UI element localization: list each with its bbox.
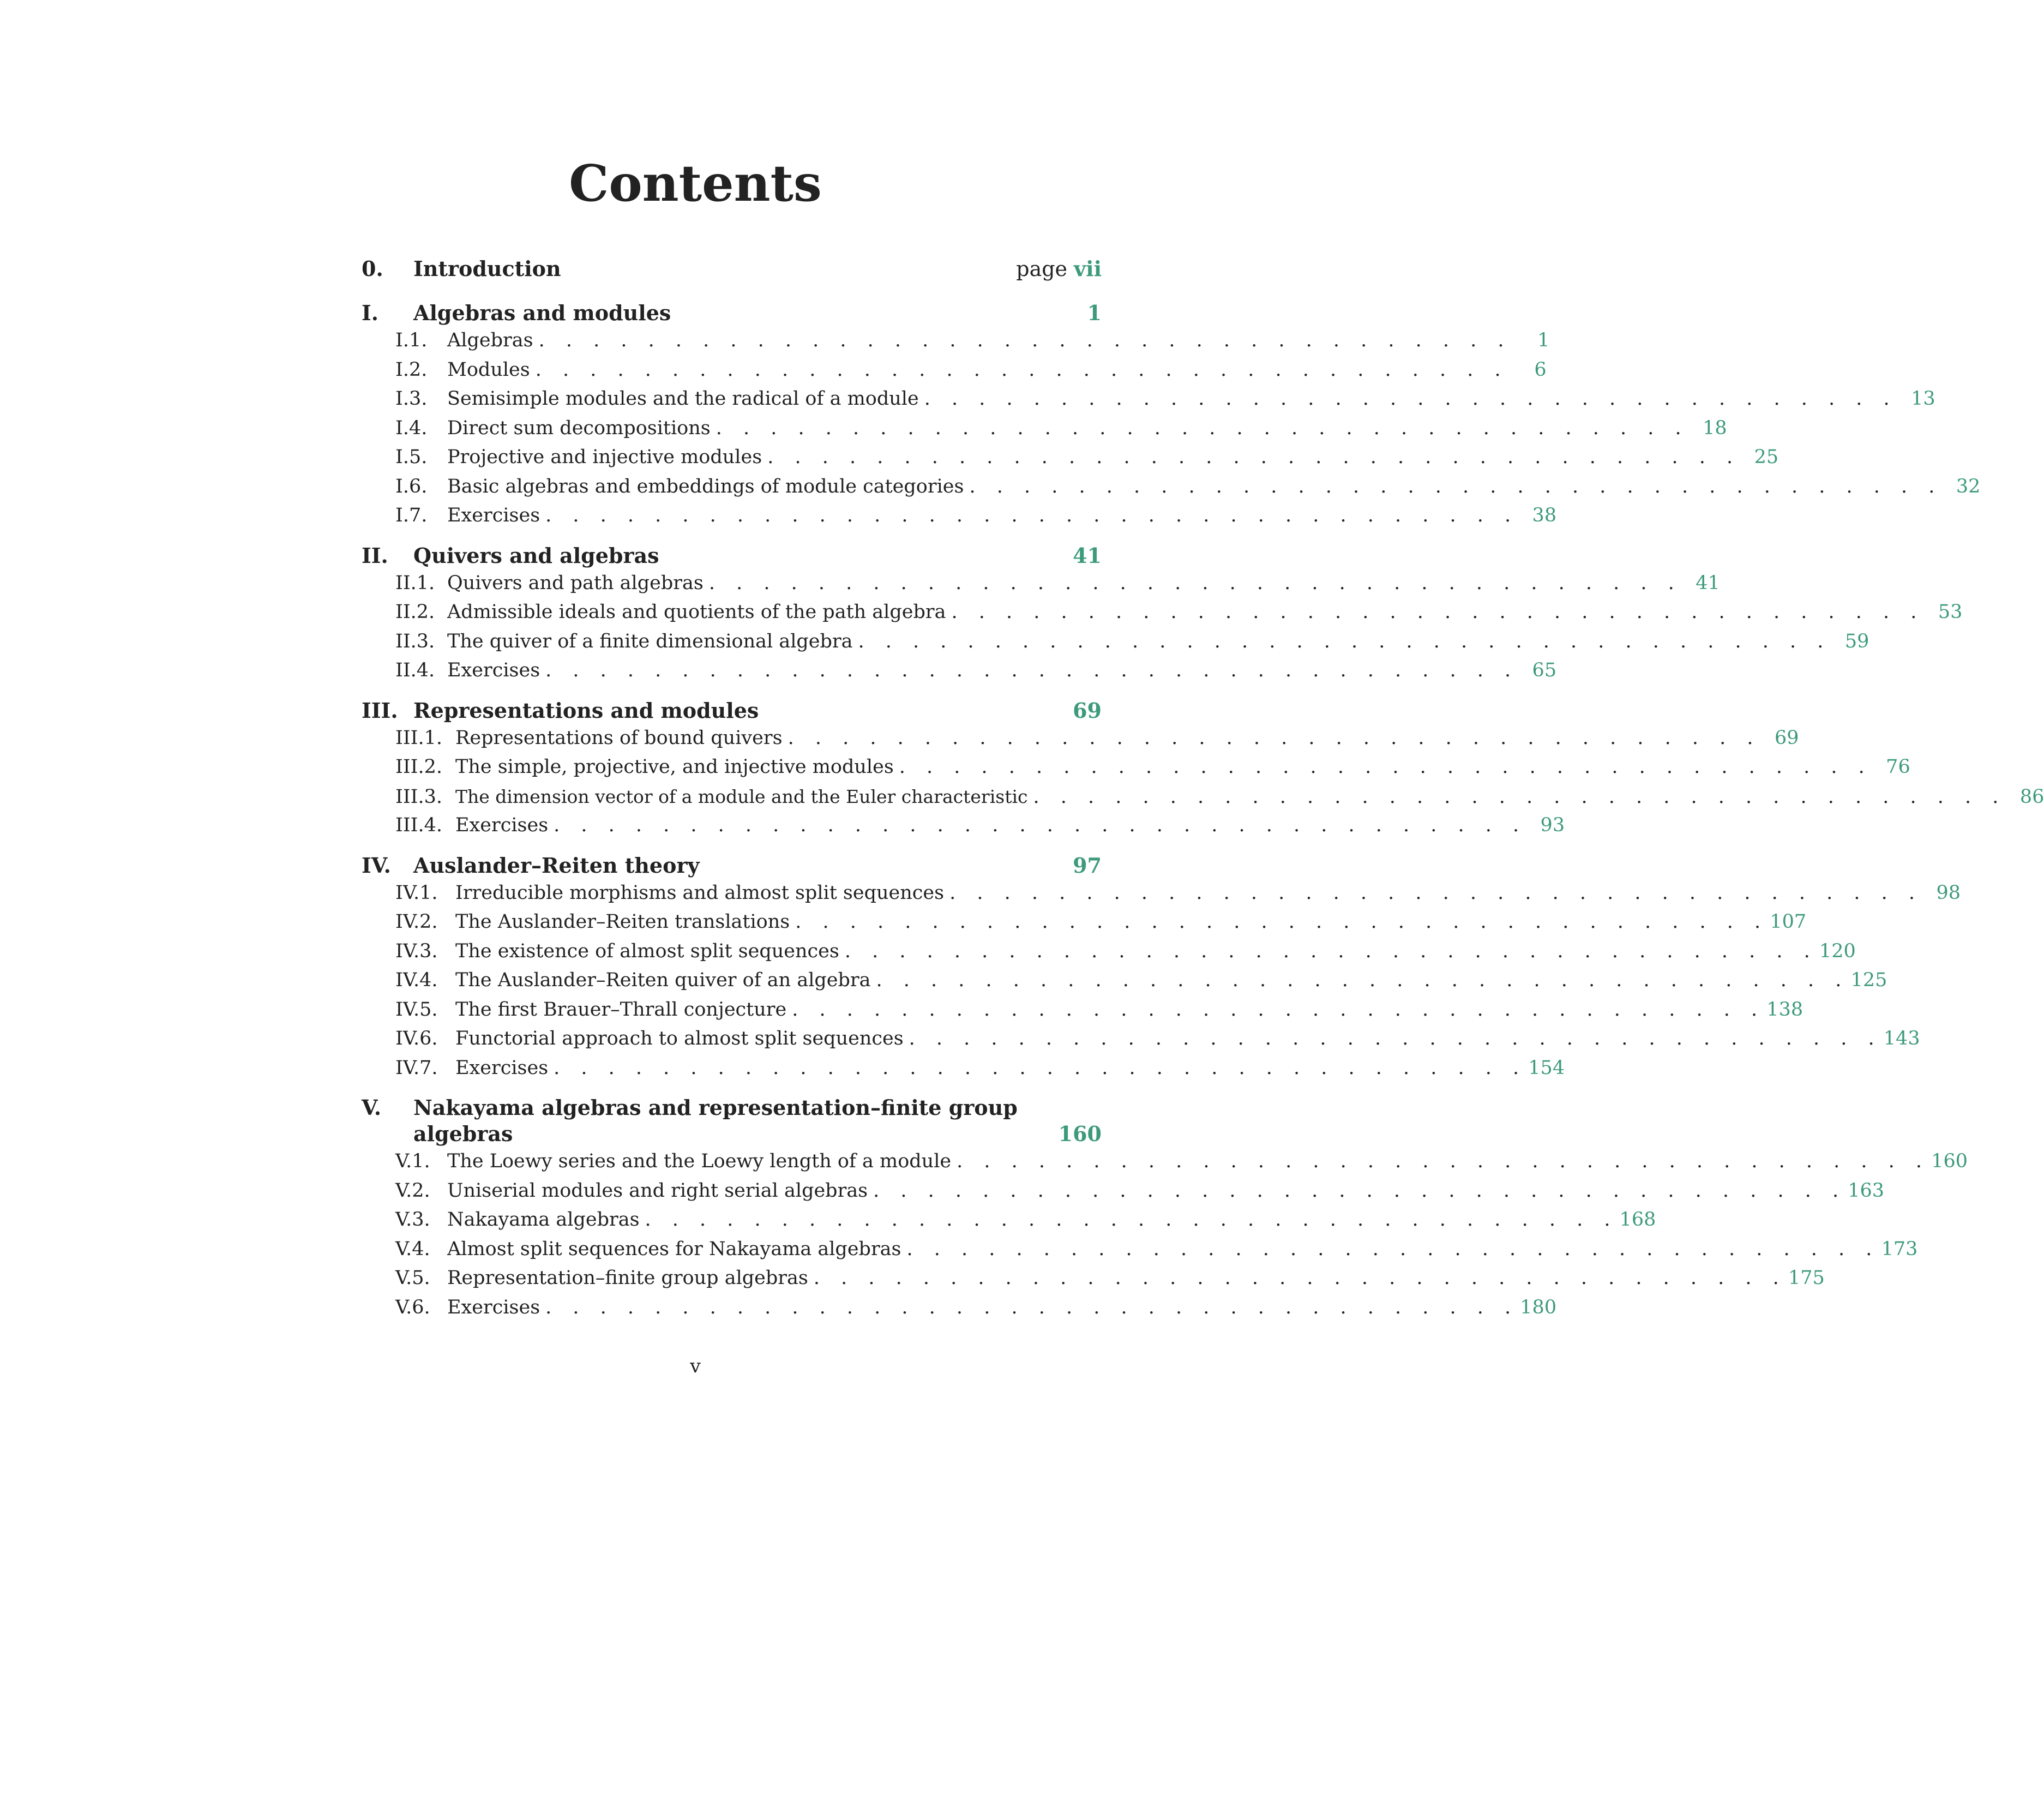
section-title: Quivers and path algebras [447,572,704,594]
page-number: v [690,1355,701,1377]
section-number: V.2. [395,1179,430,1202]
section-number: IV.1. [395,881,438,904]
dot-leader: . . . . . . . . . . . . . . . . . . . . . . . . . . . . . . . . . . . . [545,659,1519,681]
dot-leader: . . . . . . . . . . . . . . . . . . . . . . . . . . . . . . . . . . . . [957,1150,1930,1172]
toc-section[interactable] [395,385,1935,414]
section-title: Admissible ideals and quotients of the path algebra [447,601,946,623]
section-number: V.4. [395,1238,430,1260]
chapter-title: Introduction [413,256,561,281]
chapter-title: Algebras and modules [413,301,671,325]
section-title: Exercises [447,505,540,526]
section-page-link[interactable]: 93 [1540,814,1565,836]
page-label: page [1016,257,1068,281]
chapter-title: Representations and modules [413,698,759,723]
toc-section[interactable] [395,414,1727,443]
chapter-title: Nakayama algebras and representation–finite group algebras [413,1095,1018,1146]
section-number: IV.5. [395,998,438,1021]
dot-leader: . . . . . . . . . . . . . . . . . . . . . . . . . . . . . . . . . . . . [645,1209,1618,1231]
section-page-link[interactable]: 76 [1886,756,1910,778]
section-number: IV.4. [395,969,438,991]
toc-section[interactable] [395,753,1910,782]
section-page-link[interactable]: 154 [1528,1057,1565,1079]
section-number: II.4. [395,659,435,681]
section-title: Functorial approach to almost split sequences [455,1028,904,1049]
section-title: Nakayama algebras [447,1209,640,1231]
section-number: III.4. [395,814,442,836]
toc-section[interactable] [395,879,1961,908]
section-title: The simple, projective, and injective modules [455,756,894,778]
toc-section[interactable] [395,782,2044,812]
toc-section[interactable] [395,1264,1825,1293]
section-title: The Loewy series and the Loewy length of a module [447,1150,952,1172]
section-page-link[interactable]: 163 [1848,1179,1885,1202]
chapter-page-link[interactable]: 97 [1073,853,1102,878]
section-title: Exercises [455,1057,549,1079]
toc-section[interactable] [395,1147,1968,1177]
toc-chapter-1 [362,300,1981,531]
toc-chapter-4 [362,853,1961,1083]
dot-leader: . . . . . . . . . . . . . . . . . . . . . . . . . . . . . . . . . . . . [924,388,1897,410]
dot-leader: . . . . . . . . . . . . . . . . . . . . . . . . . . . . . . . . . . . . [858,630,1831,652]
section-number: I.6. [395,475,428,497]
toc-section[interactable] [395,908,1807,937]
page-title: Contents [569,154,822,213]
section-page-link[interactable]: 120 [1819,940,1856,962]
dot-leader: . . . . . . . . . . . . . . . . . . . . . . . . . . . . . . . . . . . . [708,572,1682,594]
dot-leader: . . . . . . . . . . . . . . . . . . . . . . . . . . . . . . . . . . . . [844,940,1818,962]
section-title: The Auslander–Reiten translations [455,911,790,933]
dot-leader: . . . . . . . . . . . . . . . . . . . . . . . . . . . . . . . . . . . . [545,1296,1519,1318]
section-title: Almost split sequences for Nakayama algebras [447,1238,901,1260]
dot-leader: . . . . . . . . . . . . . . . . . . . . . . . . . . . . . . . . . . . . [767,446,1741,468]
section-page-link[interactable]: 6 [1534,358,1547,381]
section-number: I.1. [395,329,428,351]
section-title: The existence of almost split sequences [455,940,839,962]
toc-section[interactable] [395,356,1547,385]
dot-leader: . . . . . . . . . . . . . . . . . . . . . . . . . . . . . . . . . . . . [787,727,1761,749]
dot-leader: . . . . . . . . . . . . . . . . . . . . . . . . . . . . . . . . . . . . [554,814,1527,836]
toc-chapter-2 [362,543,1963,686]
toc-chapter-5 [362,1095,1968,1322]
section-number: IV.7. [395,1057,438,1079]
toc-section[interactable] [395,937,1856,967]
dot-leader: . . . . . . . . . . . . . . . . . . . . . . . . . . . . . . . . . . . . [873,1179,1847,1202]
section-page-link[interactable]: 138 [1766,998,1803,1021]
section-page-link[interactable]: 69 [1774,727,1799,749]
toc-section[interactable] [395,1054,1565,1083]
section-number: V.6. [395,1296,430,1318]
chapter-title: Auslander–Reiten theory [413,853,700,878]
section-number: III.1. [395,727,442,749]
section-page-link[interactable]: 168 [1619,1209,1656,1231]
section-number: II.1. [395,572,435,594]
section-page-link[interactable]: 32 [1956,475,1981,497]
dot-leader: . . . . . . . . . . . . . . . . . . . . . . . . . . . . . . . . . . . . [876,969,1849,991]
section-page-link[interactable]: 143 [1883,1028,1920,1049]
chapter-heading[interactable] [362,1095,1102,1147]
chapter-page-link[interactable]: 69 [1073,698,1102,723]
section-page-link[interactable]: 173 [1881,1238,1918,1260]
section-title: Uniserial modules and right serial algebras [447,1179,868,1202]
section-title: Exercises [455,814,549,836]
section-page-link[interactable]: 38 [1532,505,1557,526]
section-title: Exercises [447,659,540,681]
section-title: Projective and injective modules [447,446,762,468]
section-title: The quiver of a finite dimensional algebra [447,630,853,652]
dot-leader: . . . . . . . . . . . . . . . . . . . . . . . . . . . . . . . . . . . . [813,1267,1787,1289]
section-number: I.2. [395,358,428,381]
section-page-link[interactable]: 59 [1844,630,1869,652]
toc-section[interactable] [395,1024,1920,1054]
toc-section[interactable] [395,1235,1918,1264]
section-number: II.3. [395,630,435,652]
toc-section[interactable] [395,598,1963,627]
dot-leader: . . . . . . . . . . . . . . . . . . . . . . . . . . . . . . . . . . . . [969,475,1943,497]
dot-leader: . . . . . . . . . . . . . . . . . . . . . . . . . . . . . . . . . . . . [545,505,1519,526]
dot-leader: . . . . . . . . . . . . . . . . . . . . . . . . . . . . . . . . . . . . [906,1238,1880,1260]
section-page-link[interactable]: 1 [1537,329,1550,351]
section-title: Irreducible morphisms and almost split sequences [455,881,945,904]
chapter-page-link[interactable]: vii [1074,256,1102,281]
section-page-link[interactable]: 160 [1931,1150,1968,1172]
chapter-number: IV. [362,853,391,878]
toc-section[interactable] [395,724,1799,753]
section-number: II.2. [395,601,435,623]
dot-leader: . . . . . . . . . . . . . . . . . . . . . . . . . . . . . . . . . . . . [899,756,1872,778]
section-title: The Auslander–Reiten quiver of an algebra [455,969,871,991]
section-page-link[interactable]: 125 [1850,969,1887,991]
section-page-link[interactable]: 98 [1936,881,1961,904]
chapter-number: V. [362,1095,382,1120]
section-number: I.7. [395,505,428,526]
chapter-heading[interactable] [362,853,1102,879]
chapter-heading[interactable] [362,698,1102,724]
section-title: Algebras [447,329,533,351]
section-title: The first Brauer–Thrall conjecture [455,998,787,1021]
dot-leader: . . . . . . . . . . . . . . . . . . . . . . . . . . . . . . . . . . . . [538,329,1512,351]
dot-leader: . . . . . . . . . . . . . . . . . . . . . . . . . . . . . . . . . . . . [716,417,1689,439]
dot-leader: . . . . . . . . . . . . . . . . . . . . . . . . . . . . . . . . . . . . [554,1057,1527,1079]
section-page-link[interactable]: 175 [1788,1267,1825,1289]
toc-section[interactable] [395,656,1557,686]
section-number: V.1. [395,1150,430,1172]
section-page-link[interactable]: 107 [1770,911,1807,933]
section-number: V.3. [395,1209,430,1231]
toc-section[interactable] [395,627,1869,657]
toc-section[interactable] [395,501,1557,531]
section-title: Exercises [447,1296,540,1318]
toc-section[interactable] [395,326,1550,356]
section-number: III.2. [395,756,442,778]
section-number: V.5. [395,1267,430,1289]
chapter-page-link[interactable]: 41 [1073,543,1102,568]
toc-section[interactable] [395,443,1779,472]
section-number: III.3. [395,785,442,808]
dot-leader: . . . . . . . . . . . . . . . . . . . . . . . . . . . . . . . . . . . . [792,998,1765,1021]
chapter-number: II. [362,543,388,568]
toc-section[interactable] [395,569,1720,598]
toc-entry-introduction[interactable] [362,256,1102,300]
toc-section[interactable] [395,811,1565,841]
section-title: Direct sum decompositions [447,417,711,439]
section-page-link[interactable]: 18 [1703,417,1727,439]
section-title: Representations of bound quivers [455,727,783,749]
section-page-link[interactable]: 53 [1938,601,1963,623]
section-page-link[interactable]: 25 [1754,446,1779,468]
section-number: IV.6. [395,1028,438,1049]
chapter-number: III. [362,698,398,723]
dot-leader: . . . . . . . . . . . . . . . . . . . . . . . . . . . . . . . . . . . . [795,911,1769,933]
toc-chapter-3 [362,698,2044,841]
dot-leader: . . . . . . . . . . . . . . . . . . . . . . . . . . . . . . . . . . . . [909,1028,1882,1049]
section-number: I.5. [395,446,428,468]
toc-section[interactable] [395,1177,1885,1206]
toc-section[interactable] [395,995,1803,1025]
toc-section[interactable] [395,1293,1557,1323]
dot-leader: . . . . . . . . . . . . . . . . . . . . . . . . . . . . . . . . . . . . [1033,785,2006,808]
section-page-link[interactable]: 65 [1532,659,1557,681]
dot-leader: . . . . . . . . . . . . . . . . . . . . . . . . . . . . . . . . . . . . [949,881,1922,904]
toc-section[interactable] [395,472,1981,502]
section-page-link[interactable]: 41 [1696,572,1720,594]
toc-section[interactable] [395,1205,1656,1235]
dot-leader: . . . . . . . . . . . . . . . . . . . . . . . . . . . . . . . . . . . . [951,601,1925,623]
section-title: Representation–finite group algebras [447,1267,808,1289]
dot-leader: . . . . . . . . . . . . . . . . . . . . . . . . . . . . . . . . . . . . [535,358,1508,381]
toc-section[interactable] [395,966,1887,995]
table-of-contents [362,256,2044,1334]
section-title: Semisimple modules and the radical of a module [447,388,919,410]
section-page-link[interactable]: 13 [1911,388,1935,410]
section-page-link[interactable]: 180 [1520,1296,1557,1318]
chapter-page-link[interactable]: 1 [1087,301,1102,325]
chapter-title: Quivers and algebras [413,543,659,568]
chapter-heading[interactable] [362,543,1102,569]
chapter-page-link[interactable]: 160 [1058,1121,1102,1146]
chapter-number: 0. [362,256,383,281]
section-number: IV.3. [395,940,438,962]
chapter-heading[interactable] [362,300,1102,326]
section-number: I.3. [395,388,428,410]
section-number: IV.2. [395,911,438,933]
section-title: Modules [447,358,530,381]
chapter-number: I. [362,301,379,325]
section-title: The dimension vector of a module and the Euler characteristic [455,785,1028,807]
section-number: I.4. [395,417,428,439]
section-title: Basic algebras and embeddings of module categories [447,475,964,497]
section-page-link[interactable]: 86 [2019,785,2044,808]
